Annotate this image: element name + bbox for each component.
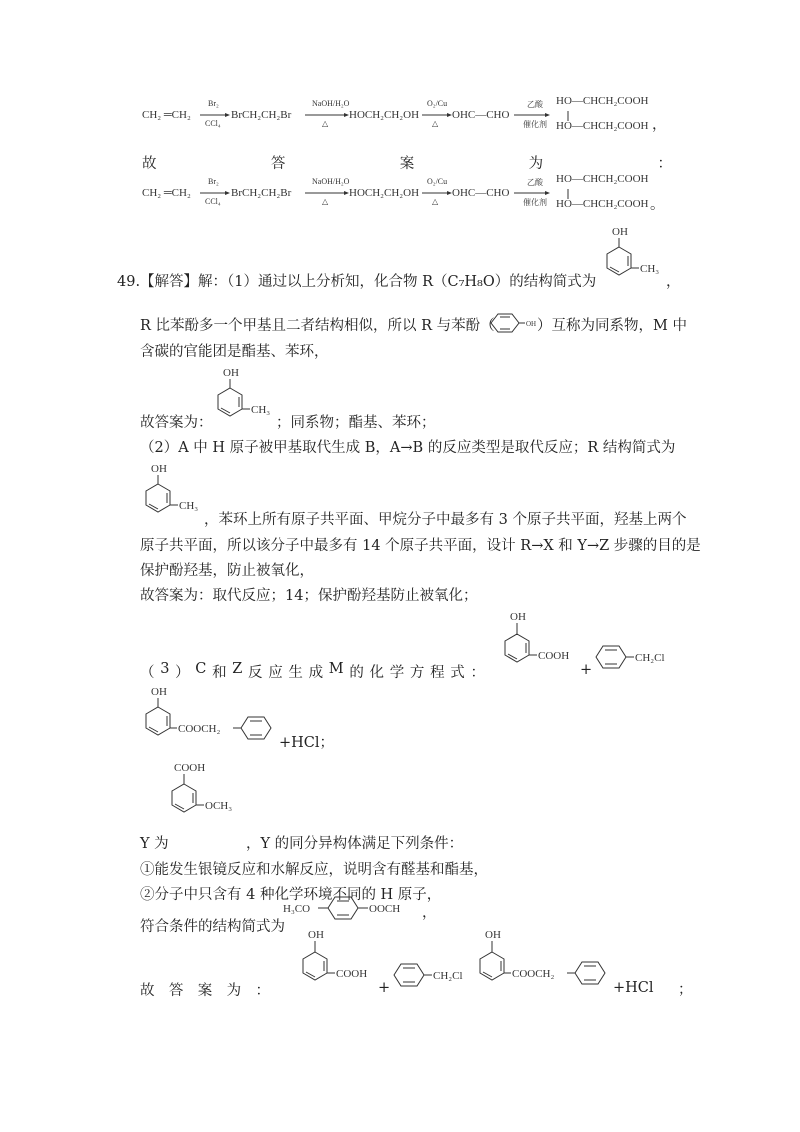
ethylene-glycol: HOCH₂CH₂OH bbox=[349, 187, 420, 199]
phenol-structure bbox=[485, 308, 537, 338]
oh-label: OH bbox=[526, 320, 537, 328]
bond-line bbox=[566, 111, 570, 121]
answer-char: 案 bbox=[399, 156, 415, 172]
part3-char: 反 bbox=[248, 665, 263, 681]
part3-char: M bbox=[328, 661, 344, 677]
cooch2-label: COOCH₂ bbox=[178, 723, 221, 735]
cooh-label: COOH bbox=[336, 968, 368, 980]
part1-lead: 【解答】解：（1）通过以上分析知，化合物 R（C₇H₈O）的结构简式为 bbox=[140, 274, 597, 290]
reaction-arrow-icon bbox=[422, 113, 452, 117]
final-answer-label bbox=[140, 979, 270, 1000]
hcl-product: +HCl； bbox=[279, 735, 335, 751]
part3-char: 学 bbox=[389, 665, 405, 681]
part3-char: 的 bbox=[349, 665, 364, 681]
trailing-comma: ， bbox=[652, 117, 667, 133]
reagent-br2: Br₂ bbox=[208, 177, 219, 186]
part2-line4: 保护酚羟基，防止被氧化， bbox=[140, 563, 314, 579]
reagent-heat: △ bbox=[322, 119, 329, 128]
reagent-o2cu: O₂/Cu bbox=[427, 99, 448, 108]
comma: ， bbox=[666, 274, 681, 290]
part3-char: （ bbox=[140, 665, 155, 681]
oh-label: OH bbox=[510, 611, 526, 623]
part3-char: 3 bbox=[160, 661, 170, 677]
m-cresol-structure bbox=[143, 462, 205, 524]
answer-char: 故 bbox=[140, 983, 155, 999]
part3-char: 方 bbox=[409, 665, 425, 681]
reaction-arrow-icon bbox=[305, 113, 349, 117]
benzyl-chloride-structure bbox=[592, 642, 692, 672]
reagent-br2: Br₂ bbox=[208, 99, 219, 108]
part2-line2: ，苯环上所有原子共平面、甲烷分子中最多有 3 个原子共平面，羟基上两个 bbox=[204, 512, 687, 528]
reaction-scheme bbox=[142, 95, 702, 143]
glyoxal: OHC—CHO bbox=[452, 109, 510, 121]
reagent-heat: △ bbox=[432, 197, 439, 206]
ethylene: CH₂ ═CH₂ bbox=[142, 109, 191, 121]
ch3-label: CH₃ bbox=[640, 263, 660, 275]
part1-answer-suffix: ；同系物；酯基、苯环； bbox=[276, 415, 436, 431]
oh-label: OH bbox=[151, 686, 167, 698]
reagent-naoh: NaOH/H₂O bbox=[312, 177, 350, 186]
answer-char: ： bbox=[255, 983, 270, 999]
oh-label: OH bbox=[223, 367, 239, 379]
cooch2-label: COOCH₂ bbox=[512, 968, 555, 980]
part3-char: ： bbox=[470, 665, 485, 681]
reaction-arrow-icon bbox=[514, 191, 550, 195]
reagent-catalyst: 催化剂 bbox=[523, 198, 547, 207]
ch2cl-label: CH₂Cl bbox=[433, 970, 463, 982]
condition-1: ①能发生银镜反应和水解反应，说明含有醛基和酯基， bbox=[140, 862, 488, 878]
part2-answer: 故答案为：取代反应；14；保护酚羟基防止被氧化； bbox=[140, 588, 478, 604]
bond-line bbox=[566, 189, 570, 199]
product-line-2: HO—CHCH₂COOH bbox=[556, 120, 649, 132]
reaction-scheme bbox=[142, 173, 702, 221]
part2-line3: 原子共平面，所以该分子中最多有 14 个原子共平面，设计 R→X 和 Y→Z 步骤的目的是 bbox=[140, 538, 701, 554]
reaction-arrow-icon bbox=[200, 113, 230, 117]
part3-char: 化 bbox=[369, 665, 385, 681]
ch2cl-label: CH₂Cl bbox=[635, 652, 665, 664]
y-structure bbox=[166, 760, 248, 844]
answer-char: 为 bbox=[226, 983, 242, 999]
part3-char: ） bbox=[175, 665, 190, 681]
part3-char: 生 bbox=[288, 665, 303, 681]
oh-label: OH bbox=[308, 929, 324, 941]
reaction-arrow-icon bbox=[200, 191, 230, 195]
part3-char: Z bbox=[232, 661, 243, 677]
answer-char: 为 bbox=[528, 156, 544, 172]
cooh-label: COOH bbox=[174, 762, 206, 774]
hydroxybenzoic-acid-structure bbox=[298, 928, 378, 994]
reagent-o2cu: O₂/Cu bbox=[427, 177, 448, 186]
product-line-2: HO—CHCH₂COOH bbox=[556, 198, 649, 210]
oh-label: OH bbox=[485, 929, 501, 941]
part1-answer-prefix: 故答案为： bbox=[140, 415, 213, 431]
ch3-label: CH₃ bbox=[251, 404, 271, 416]
reagent-ccl4: CCl₄ bbox=[205, 197, 221, 206]
plus-sign: + bbox=[378, 980, 391, 996]
isomer-structure bbox=[283, 893, 428, 923]
isomer-prefix: 符合条件的结构简式为 bbox=[140, 919, 285, 935]
och3-label: OCH₃ bbox=[205, 800, 233, 812]
h3co-label: H₃CO bbox=[283, 903, 311, 915]
answer-char: ： bbox=[657, 156, 672, 172]
hydroxybenzoic-acid-structure bbox=[500, 610, 580, 676]
cooh-label: COOH bbox=[538, 650, 570, 662]
glyoxal: OHC—CHO bbox=[452, 187, 510, 199]
reaction-arrow-icon bbox=[514, 113, 550, 117]
part1-line2b: ）互称为同系物，M 中 bbox=[537, 318, 687, 334]
part3-char: 应 bbox=[268, 665, 283, 681]
part3-char: 程 bbox=[430, 665, 445, 681]
reagent-acetic-acid: 乙酸 bbox=[527, 100, 543, 109]
dibromoethane: BrCH₂CH₂Br bbox=[231, 109, 292, 121]
reaction-arrow-icon bbox=[305, 191, 349, 195]
product-line-1: HO—CHCH₂COOH bbox=[556, 95, 649, 107]
answer-label-row bbox=[142, 152, 672, 173]
answer-char: 案 bbox=[197, 983, 213, 999]
condition-2: ②分子中只含有 4 种化学环境不同的 H 原子， bbox=[140, 887, 442, 903]
comma: ， bbox=[422, 905, 437, 921]
oh-label: OH bbox=[151, 463, 167, 475]
dibromoethane: BrCH₂CH₂Br bbox=[231, 187, 292, 199]
reagent-acetic-acid: 乙酸 bbox=[527, 178, 543, 187]
ethylene-glycol: HOCH₂CH₂OH bbox=[349, 109, 420, 121]
ethylene: CH₂ ═CH₂ bbox=[142, 187, 191, 199]
y-prefix: Y 为 bbox=[140, 836, 169, 852]
answer-char: 故 bbox=[142, 156, 157, 172]
reaction-arrow-icon bbox=[422, 191, 452, 195]
benzyl-ester-structure bbox=[143, 685, 288, 747]
answer-char: 答 bbox=[168, 983, 184, 999]
benzyl-ester-structure bbox=[477, 928, 622, 994]
answer-char: 答 bbox=[270, 156, 286, 172]
hcl-product: +HCl bbox=[613, 980, 654, 996]
part3-char: 成 bbox=[308, 665, 324, 681]
trailing-period: 。 bbox=[650, 197, 665, 213]
reagent-heat: △ bbox=[432, 119, 439, 128]
question-number: 49. bbox=[117, 274, 141, 290]
y-suffix: ，Y 的同分异构体满足下列条件： bbox=[246, 836, 464, 852]
reagent-ccl4: CCl₄ bbox=[205, 119, 221, 128]
m-cresol-structure bbox=[215, 366, 277, 428]
part3-char: 和 bbox=[212, 665, 227, 681]
benzyl-chloride-structure bbox=[390, 960, 486, 990]
part2-line1: （2）A 中 H 原子被甲基取代生成 B，A→B 的反应类型是取代反应；R 结构简式为 bbox=[140, 440, 676, 456]
plus-sign: + bbox=[580, 662, 593, 678]
part1-line2a: R 比苯酚多一个甲基且二者结构相似，所以 R 与苯酚（ bbox=[140, 318, 495, 334]
reagent-naoh: NaOH/H₂O bbox=[312, 99, 350, 108]
part3-heading bbox=[140, 661, 485, 682]
final-semicolon: ； bbox=[678, 982, 693, 998]
oocH-label: OOCH bbox=[369, 903, 401, 915]
oh-label: OH bbox=[612, 226, 628, 238]
reagent-heat: △ bbox=[322, 197, 329, 206]
reagent-catalyst: 催化剂 bbox=[523, 120, 547, 129]
part3-char: 式 bbox=[450, 665, 465, 681]
part3-char: C bbox=[195, 661, 207, 677]
ch3-label: CH₃ bbox=[179, 500, 199, 512]
m-cresol-structure bbox=[604, 225, 666, 287]
part1-line3: 含碳的官能团是酯基、苯环， bbox=[140, 344, 329, 360]
product-line-1: HO—CHCH₂COOH bbox=[556, 173, 649, 185]
